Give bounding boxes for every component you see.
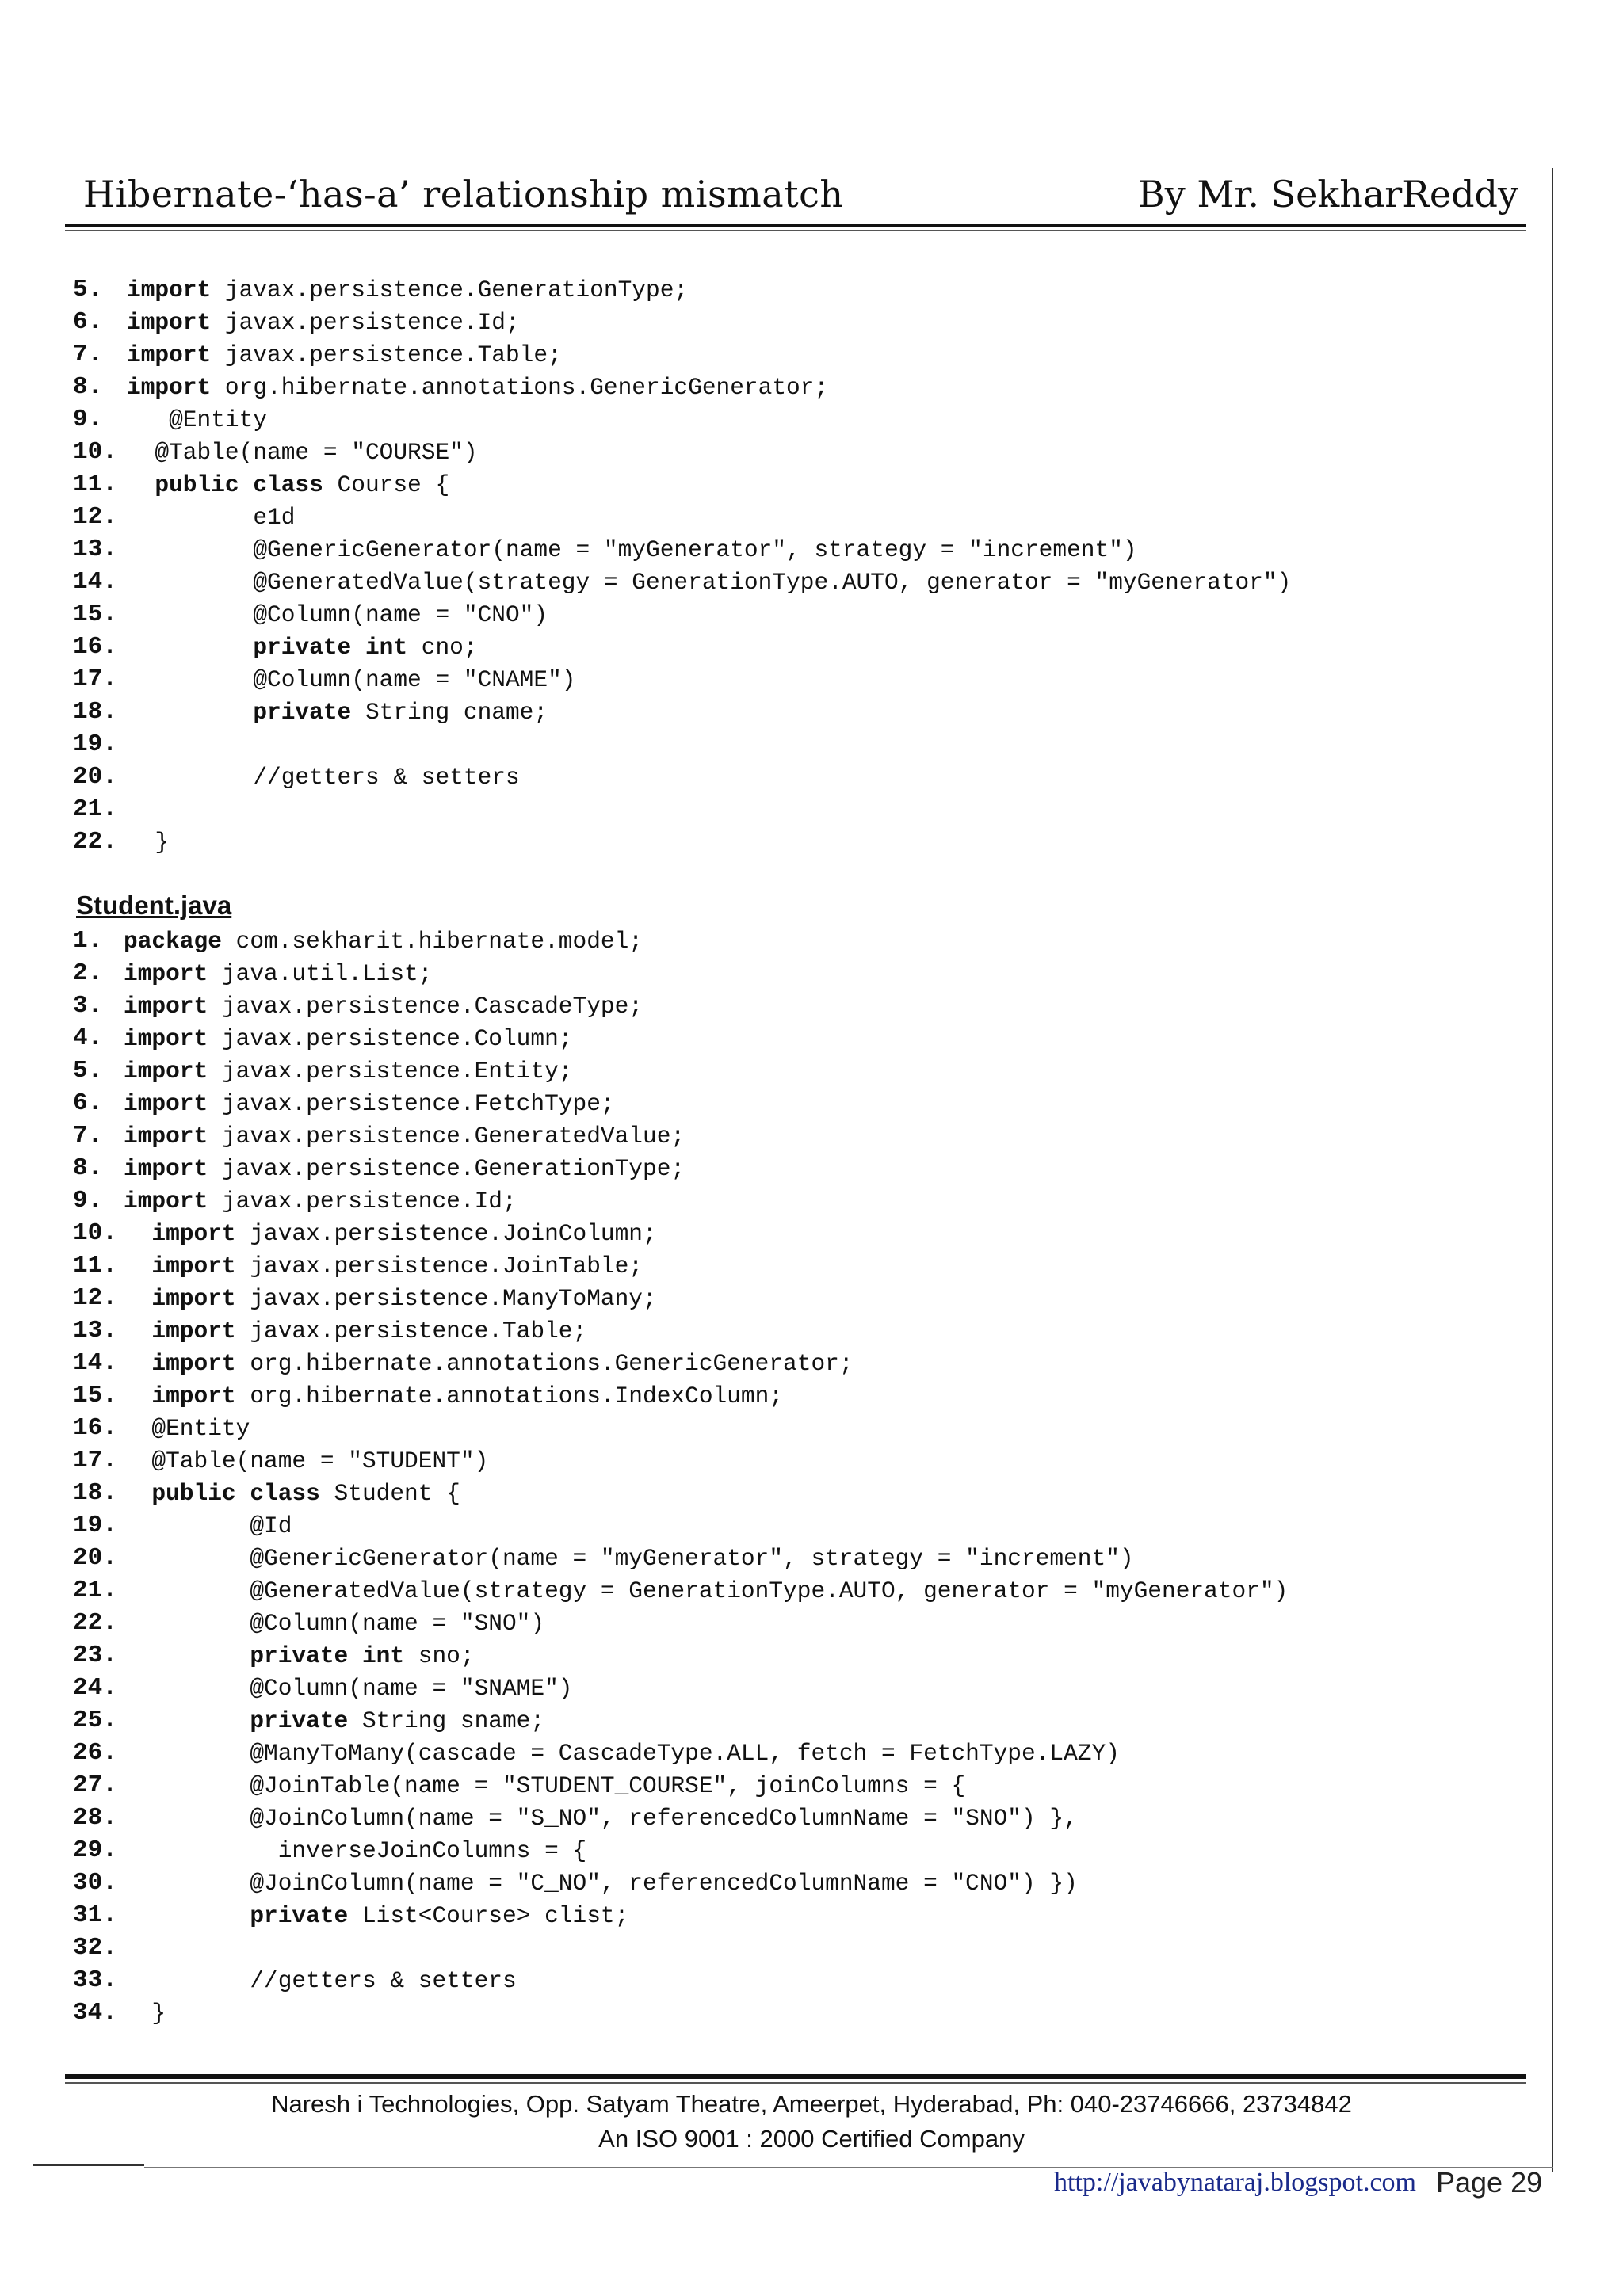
code-line: @GeneratedValue(strategy = GenerationType.AUTO, generator = "myGenerator") [124,1577,1289,1604]
code-line: import java.util.List; [124,960,433,987]
code-line: } [124,2000,166,2027]
code-line: @JoinColumn(name = "C_NO", referencedColumnName = "CNO") }) [124,1870,1078,1897]
footer-address: Naresh i Technologies, Opp. Satyam Theatre, Ameerpet, Hyderabad, Ph: 040-23746666, 23734842 [271,2090,1352,2118]
code-line: import javax.persistence.Id; [124,1188,517,1215]
line-number: 1. [73,927,103,955]
line-number: 19. [73,1512,117,1539]
header-rule-thin [65,230,1526,231]
line-number: 18. [73,698,117,726]
code-line: import javax.persistence.GeneratedValue; [124,1123,685,1150]
line-number: 5. [73,1057,103,1085]
line-number: 16. [73,1414,117,1442]
line-number: 9. [73,406,103,433]
code-line: @Id [124,1512,292,1539]
code-line: @JoinColumn(name = "S_NO", referencedColumnName = "SNO") }, [124,1805,1078,1832]
code-line: @Column(name = "CNAME") [127,666,576,693]
line-number: 20. [73,763,117,791]
line-number: 22. [73,828,117,856]
code-line: private List<Course> clist; [250,1902,629,1929]
code-line: import org.hibernate.annotations.GenericGenerator; [151,1350,854,1377]
code-line: import javax.persistence.Table; [151,1318,587,1344]
footer-rule [65,2074,1526,2079]
code-line: //getters & setters [124,1967,517,1994]
footer-rule-thin [65,2082,1526,2084]
code-line: public class Course { [155,471,450,498]
line-number: 12. [73,503,117,531]
code-line: @GenericGenerator(name = "myGenerator", strategy = "increment") [127,536,1137,563]
line-number: 6. [73,1089,103,1117]
page-header-title: Hibernate-‘has-a’ relationship mismatch [83,173,844,215]
line-number: 17. [73,1447,117,1474]
footer-bottom-rule [33,2164,144,2166]
blog-url-link[interactable]: http://javabynataraj.blogspot.com [1054,2168,1417,2197]
line-number: 23. [73,1642,117,1669]
code-line: import javax.persistence.GenerationType; [127,277,689,303]
line-number: 11. [73,1252,117,1280]
code-line: import javax.persistence.Column; [124,1025,573,1052]
header-rule [65,224,1526,227]
line-number: 5. [73,276,103,303]
line-number: 20. [73,1544,117,1572]
line-number: 25. [73,1707,117,1734]
code-line: @GenericGenerator(name = "myGenerator", strategy = "increment") [124,1545,1134,1572]
line-number: 29. [73,1836,117,1864]
code-line: @GeneratedValue(strategy = GenerationType.AUTO, generator = "myGenerator") [127,569,1292,596]
code-line: import org.hibernate.annotations.GenericGenerator; [127,374,829,401]
code-line: } [127,829,170,856]
line-number: 8. [73,373,103,401]
line-number: 18. [73,1479,117,1507]
line-number: 6. [73,308,103,336]
line-number: 10. [73,1219,117,1247]
code-line: @Entity [127,406,268,433]
code-line: @Column(name = "CNO") [127,601,548,628]
code-line: @Table(name = "STUDENT") [124,1447,489,1474]
line-number: 16. [73,633,117,661]
code-line: @Column(name = "SNO") [124,1610,545,1637]
line-number: 7. [73,341,103,368]
line-number: 13. [73,536,117,563]
line-number: 10. [73,438,117,466]
code-line: @JoinTable(name = "STUDENT_COURSE", joinColumns = { [124,1772,966,1799]
code-line: @Entity [124,1415,250,1442]
line-number: 14. [73,1349,117,1377]
line-number: 31. [73,1901,117,1929]
line-number: 32. [73,1934,117,1962]
line-number: 4. [73,1024,103,1052]
line-number: 33. [73,1966,117,1994]
student-file-title: Student.java [76,891,232,920]
code-line: import javax.persistence.Entity; [124,1058,573,1085]
line-number: 11. [73,471,117,498]
code-line: import javax.persistence.FetchType; [124,1090,615,1117]
code-line: //getters & setters [127,764,520,791]
code-line: import javax.persistence.JoinTable; [151,1253,643,1280]
line-number: 8. [73,1154,103,1182]
code-line: import javax.persistence.Id; [127,309,520,336]
code-line: @ManyToMany(cascade = CascadeType.ALL, fetch = FetchType.LAZY) [124,1740,1120,1767]
line-number: 15. [73,601,117,628]
line-number: 14. [73,568,117,596]
line-number: 12. [73,1284,117,1312]
line-number: 17. [73,666,117,693]
code-line: private int sno; [250,1642,475,1669]
code-line: import javax.persistence.Table; [127,341,562,368]
code-line: inverseJoinColumns = { [124,1837,587,1864]
code-line: import javax.persistence.GenerationType; [124,1155,685,1182]
page-number: Page 29 [1436,2166,1543,2199]
page-frame-right [1552,168,1553,2172]
line-number: 9. [73,1187,103,1215]
code-line: import org.hibernate.annotations.IndexColumn; [151,1383,784,1409]
page-header-author: By Mr. SekharReddy [1137,173,1518,215]
code-line: import javax.persistence.CascadeType; [124,993,643,1020]
code-line: public class Student { [151,1480,460,1507]
line-number: 30. [73,1869,117,1897]
line-number: 34. [73,1999,117,2027]
line-number: 28. [73,1804,117,1832]
line-number: 22. [73,1609,117,1637]
code-line: @Table(name = "COURSE") [127,439,478,466]
line-number: 27. [73,1772,117,1799]
line-number: 2. [73,959,103,987]
line-number: 21. [73,1577,117,1604]
line-number: 13. [73,1317,117,1344]
code-line: package com.sekharit.hibernate.model; [124,928,643,955]
code-line: e1d [127,504,296,531]
footer-certification: An ISO 9001 : 2000 Certified Company [598,2125,1025,2153]
code-line: private int cno; [253,634,478,661]
code-line: private String cname; [253,699,548,726]
code-line: import javax.persistence.JoinColumn; [151,1220,657,1247]
line-number: 7. [73,1122,103,1150]
code-line: @Column(name = "SNAME") [124,1675,573,1702]
line-number: 26. [73,1739,117,1767]
line-number: 19. [73,730,117,758]
code-line: import javax.persistence.ManyToMany; [151,1285,657,1312]
line-number: 21. [73,795,117,823]
line-number: 24. [73,1674,117,1702]
line-number: 3. [73,992,103,1020]
code-line: private String sname; [250,1707,545,1734]
line-number: 15. [73,1382,117,1409]
